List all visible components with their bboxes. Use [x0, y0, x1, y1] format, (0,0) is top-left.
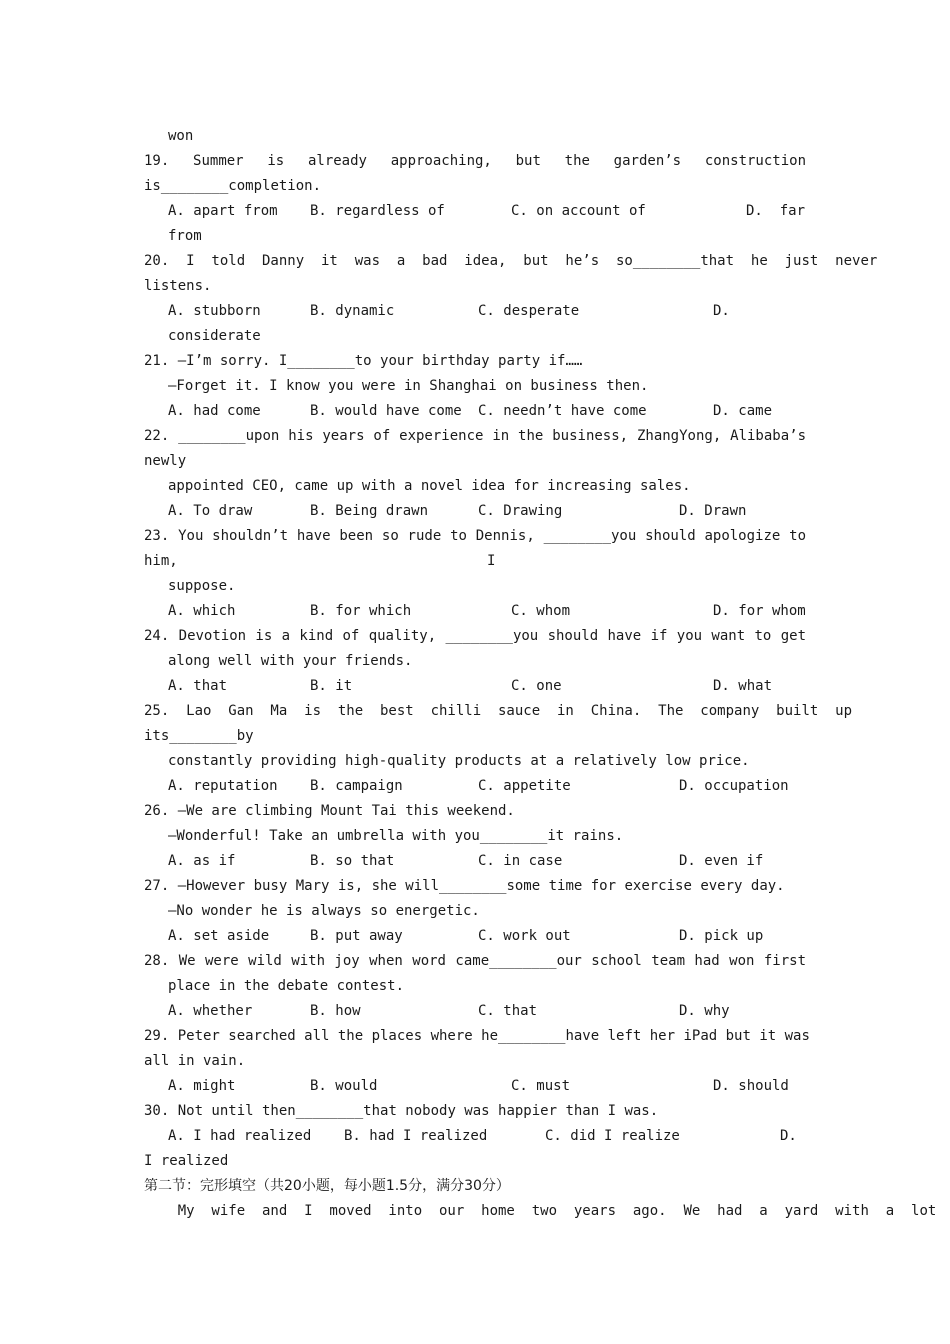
- answer-blank: ________: [489, 953, 557, 969]
- question-20-option-d: D.: [713, 303, 730, 319]
- question-19-stem: 19. Summer is already approaching, but the garden’s construction: [144, 153, 806, 169]
- question-26-option-a: A. as if: [168, 853, 236, 869]
- question-23-option-a: A. which: [168, 603, 236, 619]
- answer-blank: ________: [543, 528, 611, 544]
- question-19-stem-cont: is________completion.: [144, 178, 322, 194]
- question-22-option-b: B. Being drawn: [310, 503, 429, 519]
- question-26-reply: —Wonderful! Take an umbrella with you________it rains.: [168, 828, 624, 844]
- question-28-option-b: B. how: [310, 1003, 361, 1019]
- question-26-option-c: C. in case: [478, 853, 563, 869]
- question-20-option-a: A. stubborn: [168, 303, 261, 319]
- question-29-stem: 29. Peter searched all the places where he________have left her iPad but it was: [144, 1028, 810, 1044]
- question-22-stem-cont: newly: [144, 453, 187, 469]
- answer-blank: ________: [632, 253, 701, 269]
- question-22-option-a: A. To draw: [168, 503, 253, 519]
- question-23-stem-cont-2: suppose.: [168, 578, 236, 594]
- question-21-option-c: C. needn’t have come: [478, 403, 647, 419]
- question-25-option-a: A. reputation: [168, 778, 278, 794]
- question-24-option-d: D. what: [713, 678, 773, 694]
- question-21-reply: —Forget it. I know you were in Shanghai on business then.: [168, 378, 649, 394]
- question-26-stem: 26. —We are climbing Mount Tai this weekend.: [144, 803, 515, 819]
- question-23-stem: 23. You shouldn’t have been so rude to Dennis, ________you should apologize to: [144, 528, 806, 544]
- answer-blank: ________: [439, 878, 507, 894]
- question-29-option-a: A. might: [168, 1078, 236, 1094]
- question-20-stem-cont: listens.: [144, 278, 212, 294]
- question-25-stem: 25. Lao Gan Ma is the best chilli sauce in China. The company built up: [144, 703, 853, 719]
- answer-blank: ________: [445, 628, 513, 644]
- question-27-option-d: D. pick up: [679, 928, 764, 944]
- question-21-stem: 21. —I’m sorry. I________to your birthday party if……: [144, 353, 583, 369]
- question-22-stem: 22. ________upon his years of experience in the business, ZhangYong, Alibaba’s: [144, 428, 806, 444]
- answer-blank: ________: [287, 353, 355, 369]
- question-28-stem-cont: place in the debate contest.: [168, 978, 405, 994]
- question-19-option-d: D. far: [746, 203, 806, 219]
- question-30-stem: 30. Not until then________that nobody was happier than I was.: [144, 1103, 659, 1119]
- question-30-option-b: B. had I realized: [344, 1128, 488, 1144]
- question-26-option-d: D. even if: [679, 853, 764, 869]
- question-27-stem: 27. —However busy Mary is, she will________some time for exercise every day.: [144, 878, 785, 894]
- answer-blank: ________: [295, 1103, 364, 1119]
- question-20-option-b: B. dynamic: [310, 303, 395, 319]
- question-20-option-d-cont: considerate: [168, 328, 261, 344]
- question-24-stem-cont: along well with your friends.: [168, 653, 413, 669]
- question-21-option-d: D. came: [713, 403, 773, 419]
- question-25-option-b: B. campaign: [310, 778, 403, 794]
- question-23-stem-fragment: I: [487, 553, 496, 569]
- question-20-stem: 20. I told Danny it was a bad idea, but he’s so________that he just never: [144, 253, 878, 269]
- question-27-option-b: B. put away: [310, 928, 403, 944]
- question-29-option-d: D. should: [713, 1078, 789, 1094]
- question-25-stem-cont: its________by: [144, 728, 254, 744]
- question-27-option-c: C. work out: [478, 928, 571, 944]
- answer-blank: ________: [169, 728, 237, 744]
- question-22-stem-cont-2: appointed CEO, came up with a novel idea for increasing sales.: [168, 478, 691, 494]
- answer-blank: ________: [479, 828, 548, 844]
- question-21-option-b: B. would have come: [310, 403, 462, 419]
- question-27-option-a: A. set aside: [168, 928, 270, 944]
- question-24-option-b: B. it: [310, 678, 353, 694]
- question-24-option-c: C. one: [511, 678, 562, 694]
- question-28-stem: 28. We were wild with joy when word came________our school team had won first: [144, 953, 806, 969]
- question-30-option-d: D.: [780, 1128, 797, 1144]
- question-20-option-c: C. desperate: [478, 303, 580, 319]
- text-line: won: [168, 128, 194, 144]
- answer-blank: ________: [178, 428, 246, 444]
- question-25-stem-cont-2: constantly providing high-quality products at a relatively low price.: [168, 753, 750, 769]
- question-24-option-a: A. that: [168, 678, 228, 694]
- question-19-option-d-cont: from: [168, 228, 202, 244]
- question-19-option-c: C. on account of: [511, 203, 646, 219]
- question-28-option-c: C. that: [478, 1003, 538, 1019]
- passage-first-line: My wife and I moved into our home two years ago. We had a yard with a lot: [144, 1203, 937, 1219]
- question-23-option-d: D. for whom: [713, 603, 806, 619]
- question-28-option-a: A. whether: [168, 1003, 253, 1019]
- question-22-option-c: C. Drawing: [478, 503, 563, 519]
- answer-blank: ________: [160, 178, 229, 194]
- question-23-option-b: B. for which: [310, 603, 412, 619]
- question-30-option-c: C. did I realize: [545, 1128, 680, 1144]
- question-30-option-d-cont: I realized: [144, 1153, 229, 1169]
- question-25-option-c: C. appetite: [478, 778, 571, 794]
- question-30-option-a: A. I had realized: [168, 1128, 312, 1144]
- question-29-option-c: C. must: [511, 1078, 571, 1094]
- question-27-reply: —No wonder he is always so energetic.: [168, 903, 480, 919]
- question-21-option-a: A. had come: [168, 403, 261, 419]
- section-heading: 第二节：完形填空（共20小题，每小题1.5分，满分30分）: [144, 1178, 510, 1194]
- question-23-stem-cont: him,: [144, 553, 178, 569]
- question-29-stem-cont: all in vain.: [144, 1053, 246, 1069]
- answer-blank: ________: [498, 1028, 566, 1044]
- question-22-option-d: D. Drawn: [679, 503, 747, 519]
- question-28-option-d: D. why: [679, 1003, 730, 1019]
- question-19-option-b: B. regardless of: [310, 203, 445, 219]
- question-29-option-b: B. would: [310, 1078, 378, 1094]
- question-26-option-b: B. so that: [310, 853, 395, 869]
- question-23-option-c: C. whom: [511, 603, 571, 619]
- question-19-option-a: A. apart from: [168, 203, 278, 219]
- question-25-option-d: D. occupation: [679, 778, 789, 794]
- question-24-stem: 24. Devotion is a kind of quality, ________you should have if you want to get: [144, 628, 806, 644]
